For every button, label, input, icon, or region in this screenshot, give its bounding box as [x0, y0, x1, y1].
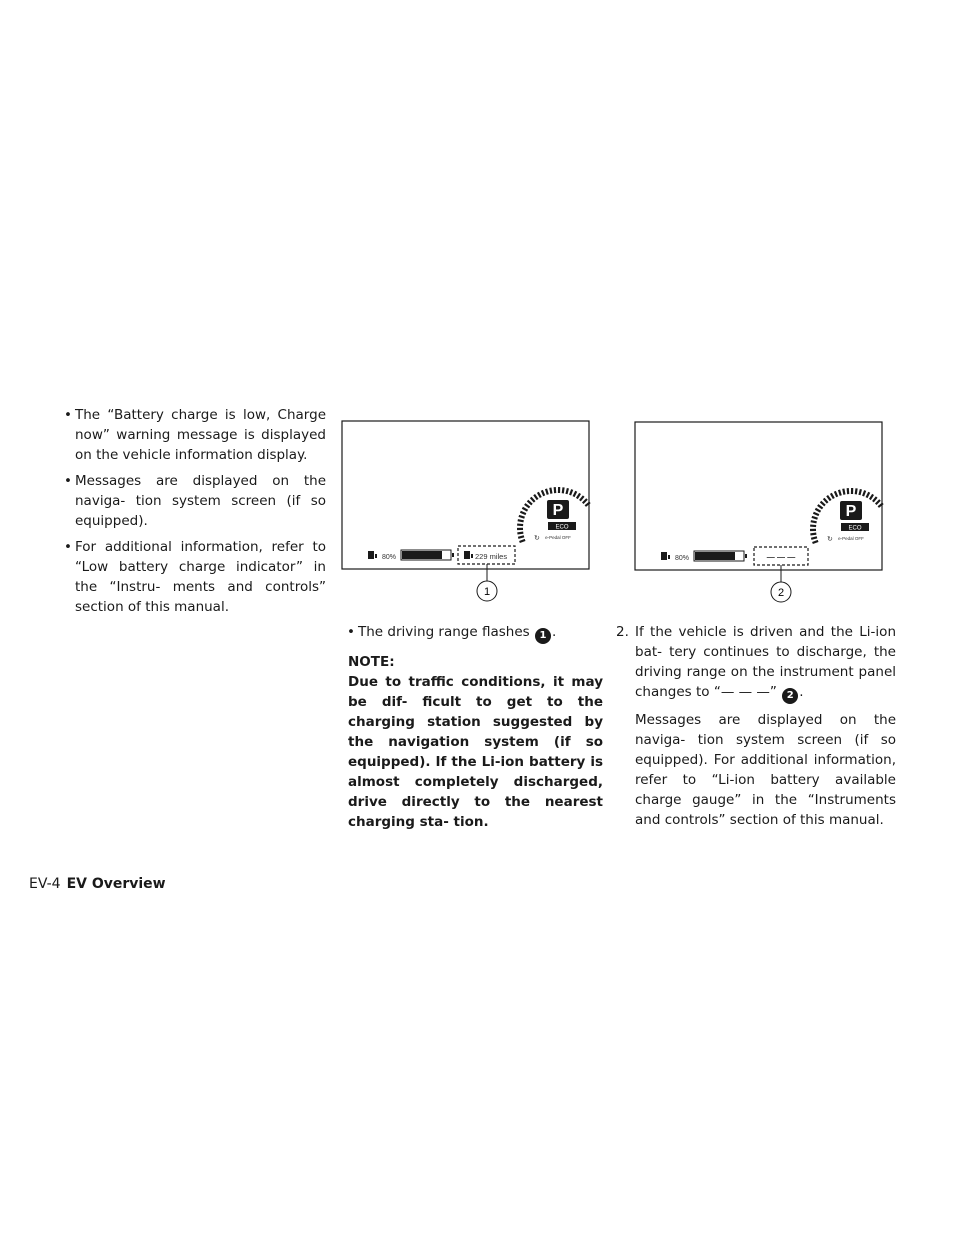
battery-charge-bar [694, 551, 747, 561]
battery-charge-bar [401, 550, 454, 560]
sub-paragraph: Messages are displayed on the naviga- tion system screen (if so equipped). For additional information, refer to “Li-ion battery available charge gauge” in the “Instruments and controls” section of this manual. [635, 712, 896, 828]
gear-indicator: P [552, 502, 564, 519]
callout-badge: 1 [535, 628, 551, 644]
battery-percent: 80% [675, 555, 690, 562]
item-number: 2. [616, 624, 629, 640]
instrument-panel-frame [342, 421, 589, 569]
bullet-warning-message: • The “Battery charge is low, Charge now” warning message is displayed on the vehicle information display. [58, 405, 326, 465]
e-pedal-label: e-Pedal OFF [545, 535, 571, 540]
gauge-tick [517, 533, 523, 534]
middle-column [341, 622, 603, 832]
page-number: EV-4 [29, 876, 61, 892]
gauge-tick [518, 520, 524, 521]
bullet-text: The driving range flashes [358, 624, 530, 640]
driving-range: 229 miles [475, 552, 508, 561]
eco-label: ECO [555, 524, 569, 531]
item-end: . [799, 684, 804, 700]
figure-range-dashes [634, 421, 884, 606]
bullet-navigation-messages: • Messages are displayed on the naviga- tion system screen (if so equipped). [58, 471, 326, 531]
gauge-tick [856, 488, 857, 494]
eco-label: ECO [848, 525, 862, 532]
bullet-additional-info: • For additional information, refer to “Low battery charge indicator” in the “Instru- ments and controls” section of this manual. [58, 537, 326, 617]
regen-icon: ↻ [534, 534, 540, 542]
bullet-range-flashes [341, 622, 603, 644]
regen-icon: ↻ [827, 535, 833, 543]
gauge-tick [550, 488, 551, 494]
right-column [612, 622, 896, 830]
gauge-tick [518, 536, 524, 537]
callout-number: 2 [777, 587, 785, 599]
page-footer [29, 876, 166, 892]
item-text: If the vehicle is driven and the Li-ion bat- tery continues to discharge, the driving range on the instrument panel changes to “— — —” [635, 624, 896, 700]
gauge-tick [811, 521, 817, 522]
gauge-tick [843, 489, 844, 495]
callout-badge: 2 [782, 688, 798, 704]
note-body: Due to traffic conditions, it may be dif- ficult to get to the charging station suggested by the navigation system (if so equipped). If the Li-ion battery is almost completely discharged, drive directly to the nearest charging sta- tion. [348, 674, 603, 830]
gauge-tick [811, 537, 817, 538]
section-title: EV Overview [66, 876, 166, 892]
driving-range: — — — [766, 553, 796, 562]
numbered-item-2 [612, 622, 896, 704]
e-pedal-label: e-Pedal OFF [838, 536, 864, 541]
gauge-tick [517, 525, 523, 526]
gauge-tick [563, 487, 564, 493]
gauge-tick [810, 526, 816, 527]
left-column [58, 405, 326, 623]
note-heading: NOTE: [348, 654, 395, 670]
bullet-end: . [551, 624, 557, 640]
gauge-tick [859, 489, 860, 495]
gear-indicator: P [845, 503, 857, 520]
instrument-panel-frame [635, 422, 882, 570]
gauge-tick [566, 488, 567, 494]
callout-number: 1 [483, 586, 491, 598]
gauge-tick [810, 534, 816, 535]
battery-percent: 80% [382, 554, 397, 561]
figure-range-flashing [341, 420, 591, 605]
